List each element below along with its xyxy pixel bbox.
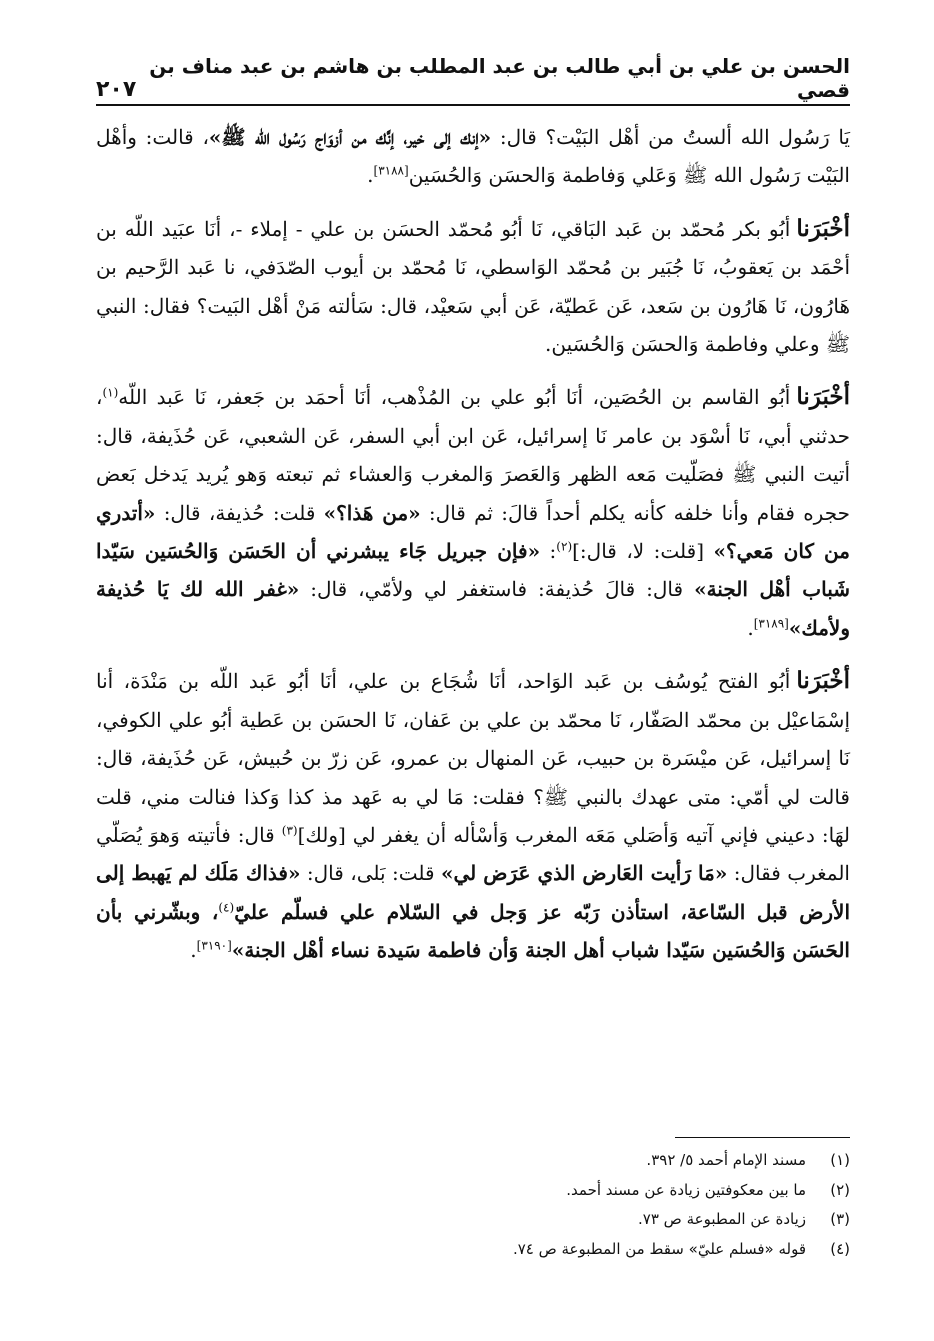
paragraph-4 [96,662,850,969]
footnote-number: (٣) [830,1210,850,1228]
p3-text-f: [قلت: لا، قال:] [572,539,714,564]
hadith-number: [٣١٨٩] [753,616,789,631]
footnote [96,1235,850,1265]
p4-quote-e: «فذاك مَلَك لم يَهبط إلى الأرض قبل السّاعة، استأذن رَبّه عز وَجل في السّلام علي فسلّم عليّ [96,861,850,924]
akhbarana-lead: أخْبَرَنا [796,383,850,411]
p3-text-g: : [540,539,557,564]
footnote-marker[interactable]: (١) [102,385,119,400]
page-header [96,54,850,102]
footnotes [96,1146,850,1264]
footnote-text: ما بين معكوفتين زيادة عن مسند أحمد. [566,1180,806,1199]
p3-text-b: ، حدثني أبي، نَا أسْوَد بن عامر نَا إسرائيل، عَن ابن أبي السفر، عَن الشعبي، عَن حُذَيفة، قال: أتيت النبي ﷺ فصَلّيت مَعه الظهر وَالعَصرَ وَالمغرب وَالعشاء ثم تبعته وَهو يُريد يَدخل بَعض حجره فقام وأنا خلفه كأنه يكلم أحداً قالَ: ثم قال: [96,385,850,525]
footnote-text: زيادة عن المطبوعة ص ٧٣. [638,1210,806,1228]
p1-end: . [367,163,374,188]
footnote-number: (٤) [830,1239,850,1258]
footnote-separator [675,1137,850,1138]
hadith-number: [٣١٨٨] [373,163,409,178]
p3-quote-e: «أتدري من كان مَعي؟» [96,500,850,564]
running-title: الحسن بن علي بن أبي طالب بن عبد المطلب بن هاشم بن عبد مناف بن قصي [149,54,850,102]
hadith-number: [٣١٩٠] [196,938,232,953]
footnote-number: (١) [830,1151,850,1169]
p1-text-a: يَا رَسُول الله ألستُ من أهْل البَيْت؟ قال: [491,125,850,149]
footnote-marker[interactable]: (٣) [281,823,298,838]
p3-end: . [747,615,754,640]
p4-text-d: قلت: بَلى، قال: [300,861,441,886]
p1-text-c: ، قالت: وأهْل البَيْت رَسُول الله ﷺ وَعَلي وَفاطمة وَالحسَن وَالحُسَين [96,125,850,188]
p2-text: أبُو بكر مُحمّد بن عَبد البَاقي، نَا أبُو مُحمّد الحسَن بن علي - إملاء -، أنَا عبَيد اللّه بن أحْمَد بن يَعقوبُ، نَا جُبَير بن مُحمّد الوَاسطي، نَا مُحمّد بن أيوب الصّدَفي، نا عَبد الرَّحيم بن هَارُون، نَا هَارُون بن سَعد، عَن عَطيّة، عَن أبي سَعيْد، قال: سَألته مَنْ أهْل البَيت؟ فقال: النبي ﷺ وعلي وفاطمة وَالحسَن وَالحُسَين. [96,216,850,357]
akhbarana-lead: أخْبَرَنا [796,667,850,695]
p3-text-a: أبُو القاسم بن الحُصَين، أنَا أبُو علي بن المُذْهب، أنَا أحمَد بن جَعفر، نَا عَبد اللّه [118,385,791,410]
paragraph-2 [96,210,850,364]
footnote-text: قوله «فسلم عليّ» سقط من المطبوعة ص ٧٤. [512,1239,806,1258]
header-rule [96,104,850,106]
p4-text-b: قال: فأتيته وَهوَ يُصَلّي المغرب فقال: [96,822,850,886]
p4-quote-c: «مَا رَأيت العَارض الذي عَرَض لي» [441,861,728,886]
footnote-marker[interactable]: (٤) [218,900,235,915]
p3-quote-c: «من هَذا؟» [323,500,421,525]
p4-quote-f: ، وبشّرني بأن الحَسَن وَالحُسَين سَيّدا شباب أهل الجنة وَأن فاطمة سَيدة نساء أهْل الجنة» [96,899,850,963]
footnote-text: مسند الإمام أحمد ٥/ ٣٩٢. [646,1151,806,1169]
paragraph-1 [96,118,850,195]
footnote [96,1176,850,1206]
footnote-number: (٢) [830,1180,850,1199]
page-number: ٢٠٧ [96,77,137,102]
p3-quote-h: «فإن جبريل جَاء يبشرني أن الحَسَن وَالحُسَين سَيّدا شَباب أهْل الجنة» [96,539,851,602]
footnote [96,1146,850,1176]
footnote [96,1205,850,1235]
p3-text-i: قال: قالَ حُذيفة: فاستغفر لي ولأمّي، قال: [299,577,695,602]
p1-quote: «إنك إلى خير، إنَّك من أزوَاج رَسُول الله ﷺ» [208,125,492,149]
footnote-marker[interactable]: (٢) [556,539,573,554]
p3-quote-j: «غفر الله لك يَا حُذيفة ولأمك» [96,577,850,640]
akhbarana-lead: أخْبَرَنا [796,214,850,242]
p3-text-d: قلت: حُذيفة، قال: [155,500,324,525]
p4-end: . [190,938,197,963]
p4-text-a: أبُو الفتح يُوسُف بن عَبد الوَاحد، أنَا شُجَاع بن علي، أنَا أبُو عَبد اللّه بن مَنْدَة، أنا إسْمَاعيْل بن محمّد الصَفّار، نَا محمّد بن علي بن عَفان، نَا الحسَن بن عَطية أبُو علي الكوفي، نَا إسرائيل، عَن ميْسَرة بن حبيب، عَن المنهال بن عمرو، عَن زرّ بن حُبيش، عَن حُذَيفة، قال: قالت لي أمّي: متى عهدك بالنبي ﷺ؟ فقلت: مَا لي به عَهد مذ كذا وَكذا فنالت مني، قلت لهَا: دعيني فإني آتيه وَأصَلي مَعَه المغرب وَأسْأله أن يغفر لي [ولك] [96,669,851,847]
page-body [96,118,850,985]
paragraph-3 [96,378,850,647]
